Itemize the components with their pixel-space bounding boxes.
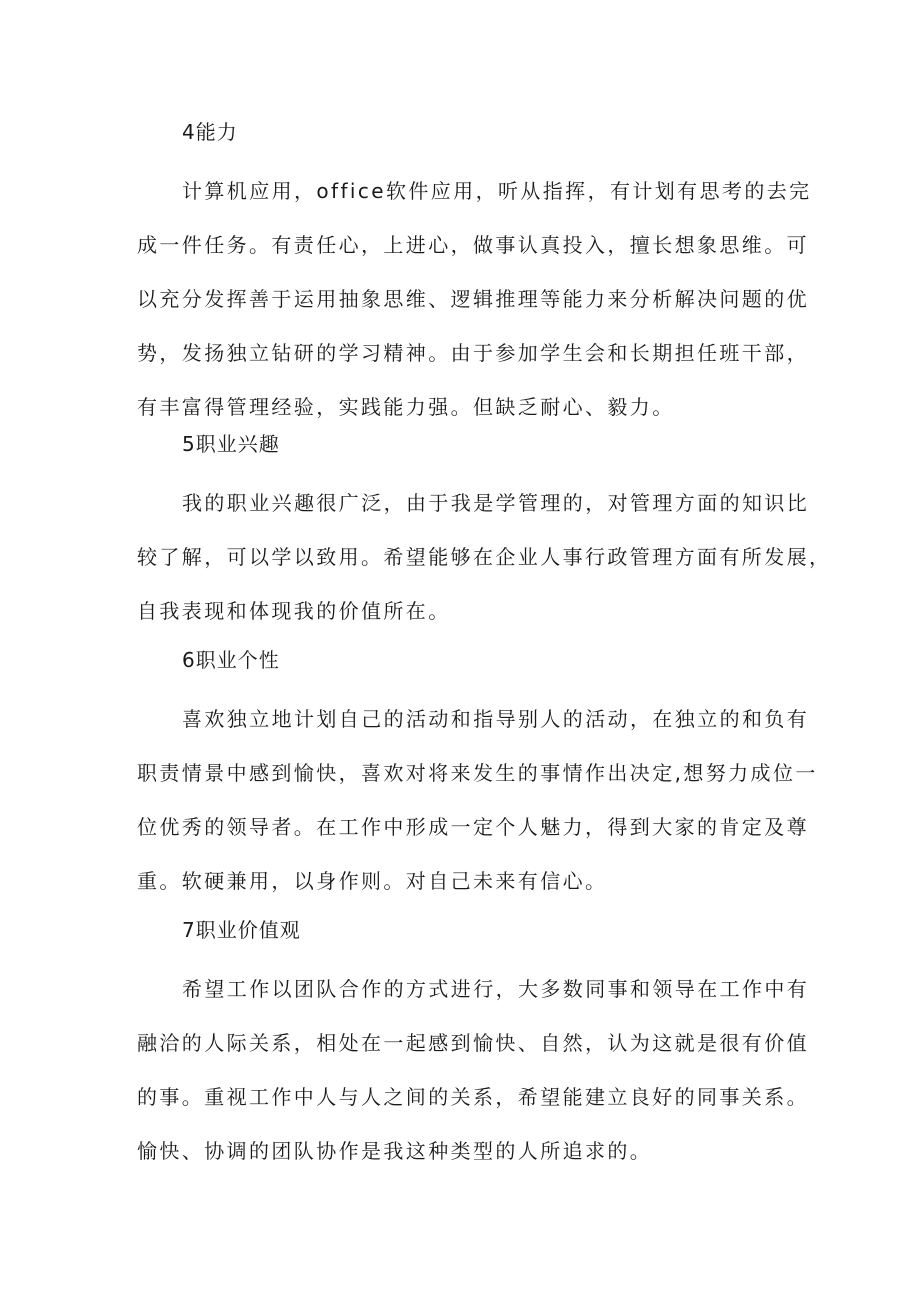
paragraph-line: 融洽的人际关系，相处在一起感到愉快、自然，认为这就是很有价值: [137, 1031, 809, 1055]
paragraph-line: 成一件任务。有责任心，上进心，做事认真投入，擅长想象思维。可: [137, 233, 809, 257]
paragraph-line: 的事。重视工作中人与人之间的关系，希望能建立良好的同事关系。: [137, 1085, 809, 1109]
paragraph-line: 较了解，可以学以致用。希望能够在企业人事行政管理方面有所发展，: [137, 545, 832, 569]
paragraph-line: 势，发扬独立钻研的学习精神。由于参加学生会和长期担任班干部，: [137, 341, 809, 365]
paragraph-line: 有丰富得管理经验，实践能力强。但缺乏耐心、毅力。: [137, 395, 675, 419]
section-paragraph-career-personality: [137, 692, 818, 908]
paragraph-line: 以充分发挥善于运用抽象思维、逻辑推理等能力来分析解决问题的优: [137, 287, 809, 311]
paragraph-line: 职责情景中感到愉快，喜欢对将来发生的事情作出决定,想努力成位一: [137, 761, 818, 785]
paragraph-line: 我的职业兴趣很广泛，由于我是学管理的，对管理方面的知识比: [182, 491, 810, 515]
paragraph-line: 愉快、协调的团队协作是我这种类型的人所追求的。: [137, 1139, 653, 1163]
section-heading-ability: 4能力: [182, 120, 238, 144]
section-heading-career-interest: 5职业兴趣: [182, 432, 280, 456]
paragraph-line: 位优秀的领导者。在工作中形成一定个人魅力，得到大家的肯定及尊: [137, 815, 809, 839]
paragraph-line: 重。软硬兼用，以身作则。对自己未来有信心。: [137, 869, 608, 893]
section-paragraph-career-interest: [137, 476, 832, 638]
section-heading-career-personality: 6职业个性: [182, 648, 280, 672]
paragraph-line: 计算机应用，office软件应用，听从指挥，有计划有思考的去完: [182, 179, 812, 203]
section-paragraph-career-values: [137, 962, 810, 1178]
paragraph-line: 自我表现和体现我的价值所在。: [137, 599, 451, 623]
paragraph-line: 喜欢独立地计划自己的活动和指导别人的活动，在独立的和负有: [182, 707, 810, 731]
paragraph-line: 希望工作以团队合作的方式进行，大多数同事和领导在工作中有: [182, 977, 810, 1001]
section-heading-career-values: 7职业价值观: [182, 918, 301, 942]
section-paragraph-ability: [137, 164, 812, 434]
